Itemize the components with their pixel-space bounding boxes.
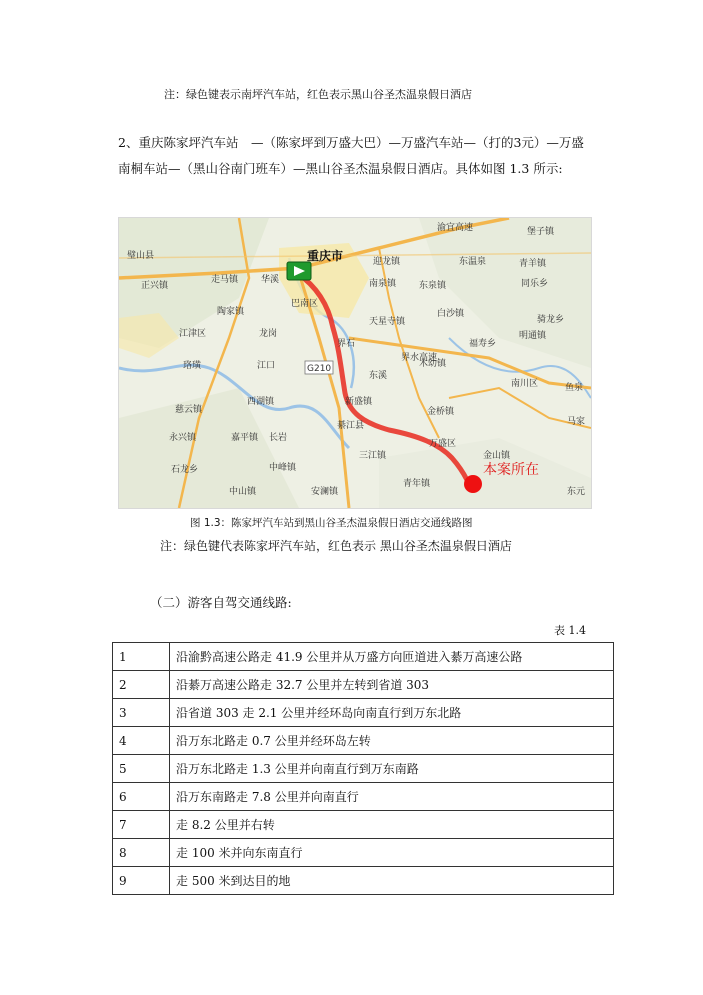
map-label-jiangkou: 江口 [257, 361, 276, 371]
row-text: 沿万东南路走 7.8 公里并向南直行 [170, 783, 614, 811]
row-number: 7 [113, 811, 170, 839]
map-label-huaxi: 华溪 [261, 275, 280, 285]
map-label-jinshan: 金山镇 [483, 451, 511, 461]
map-label-wansheng: 万盛区 [429, 439, 457, 449]
map-label-sanjiang: 三江镇 [359, 451, 387, 461]
map-label-zhongfeng: 中峰镇 [269, 463, 297, 473]
map-label-yinglong: 迎龙镇 [373, 257, 401, 267]
route-table [112, 642, 614, 895]
map-label-tianxing: 天星寺镇 [369, 317, 406, 327]
map-label-changyan: 长岩 [269, 433, 288, 443]
table-row [113, 755, 614, 783]
row-text: 走 500 米到达目的地 [170, 867, 614, 895]
map-label-jialing: 嘉平镇 [231, 433, 259, 443]
table-label: 表 1.4 [554, 624, 586, 637]
map-label-qijiang: 綦江县 [337, 421, 365, 431]
map-label-qingyang: 青羊镇 [519, 259, 547, 269]
map-label-mingtong: 明通镇 [519, 331, 547, 341]
row-text: 沿渝黔高速公路走 41.9 公里并从万盛方向匝道进入綦万高速公路 [170, 643, 614, 671]
row-number: 6 [113, 783, 170, 811]
row-text: 沿綦万高速公路走 32.7 公里并左转到省道 303 [170, 671, 614, 699]
table-row [113, 811, 614, 839]
map-svg [119, 218, 591, 508]
map-label-longxing: 珞璜 [183, 361, 202, 371]
map-label-qiaolong: 骑龙乡 [537, 315, 565, 325]
map-label-zhongshan: 中山镇 [229, 487, 257, 497]
map-label-g210: G210 [307, 364, 332, 374]
row-number: 3 [113, 699, 170, 727]
table-row [113, 643, 614, 671]
map-label-yuquan: 鱼泉 [565, 383, 584, 393]
map-label-anlan: 安澜镇 [311, 487, 339, 497]
map-label-zhengxing: 正兴镇 [141, 281, 169, 291]
map-label-dongxi: 东溪 [369, 371, 388, 381]
map-label-baisha: 白沙镇 [437, 309, 465, 319]
map-label-jiangjin: 江津区 [179, 329, 207, 339]
route-paragraph: 2、重庆陈家坪汽车站 —（陈家坪到万盛大巴）—万盛汽车站—（打的3元）—万盛南桐车站—（黑山谷南门班车）—黑山谷圣杰温泉假日酒店。具体如图 1.3 所示: [118, 135, 584, 176]
row-number: 1 [113, 643, 170, 671]
map-label-xijiang: 西湖镇 [247, 397, 275, 407]
table-row [113, 699, 614, 727]
table-row [113, 671, 614, 699]
map-label-nanchuan: 南川区 [511, 379, 539, 389]
map-label-jinqiao: 金桥镇 [427, 407, 455, 417]
map-label-tongle: 同乐乡 [521, 279, 549, 289]
map-label-nanqu: 南泉镇 [369, 279, 397, 289]
map-label-dongquan: 东泉镇 [419, 281, 447, 291]
row-number: 4 [113, 727, 170, 755]
map-label-fushou: 福寿乡 [469, 339, 497, 349]
row-number: 8 [113, 839, 170, 867]
map-label-dongwen: 东温泉 [459, 257, 487, 267]
map-label-majia: 马家 [567, 417, 586, 427]
table-row [113, 839, 614, 867]
map-label-yongxing: 永兴镇 [169, 433, 197, 443]
hotel-marker [464, 475, 482, 493]
row-text: 走 8.2 公里并右转 [170, 811, 614, 839]
note-bottom: 注：绿色键代表陈家坪汽车站，红色表示 黑山谷圣杰温泉假日酒店 [160, 539, 512, 553]
row-number: 2 [113, 671, 170, 699]
map-label-highway-jie: 界水高速 [401, 353, 438, 363]
map-label-qingnian: 青年镇 [403, 479, 431, 489]
map-label-zouma: 走马镇 [211, 275, 239, 285]
row-text: 沿省道 303 走 2.1 公里并经环岛向南直行到万东北路 [170, 699, 614, 727]
map-label-hotel: 本案所在 [483, 462, 539, 478]
row-number: 5 [113, 755, 170, 783]
section-title: （二）游客自驾交通线路: [150, 595, 292, 610]
map-label-baoziz: 堡子镇 [527, 227, 555, 237]
map-label-longgang: 龙岗 [259, 329, 278, 339]
map-label-xinsheng: 新盛镇 [345, 397, 373, 407]
map-label-chongqing: 重庆市 [307, 249, 344, 263]
map-label-dongyuan: 东元 [567, 487, 586, 497]
map-label-jieshi: 界石 [337, 339, 356, 349]
map-label-taojia: 陶家镇 [217, 307, 245, 317]
row-text: 沿万东北路走 0.7 公里并经环岛左转 [170, 727, 614, 755]
figure-caption: 图 1.3：陈家坪汽车站到黑山谷圣杰温泉假日酒店交通线路图 [190, 517, 473, 529]
start-marker [287, 262, 311, 280]
map-label-bishan: 璧山县 [127, 251, 155, 261]
map-label-ciyun: 慈云镇 [175, 405, 203, 415]
table-row [113, 783, 614, 811]
table-row [113, 727, 614, 755]
row-number: 9 [113, 867, 170, 895]
map-label-longshi: 石龙乡 [171, 465, 199, 475]
map-label-mufu: 木幼镇 [419, 359, 447, 369]
row-text: 沿万东北路走 1.3 公里并向南直行到万东南路 [170, 755, 614, 783]
table-row [113, 867, 614, 895]
route-map [118, 217, 592, 509]
row-text: 走 100 米并向东南直行 [170, 839, 614, 867]
map-label-banan: 巴南区 [291, 299, 319, 309]
note-top: 注：绿色键表示南坪汽车站，红色表示黑山谷圣杰温泉假日酒店 [164, 88, 472, 101]
map-label-highway-yu: 渝宜高速 [437, 223, 474, 233]
